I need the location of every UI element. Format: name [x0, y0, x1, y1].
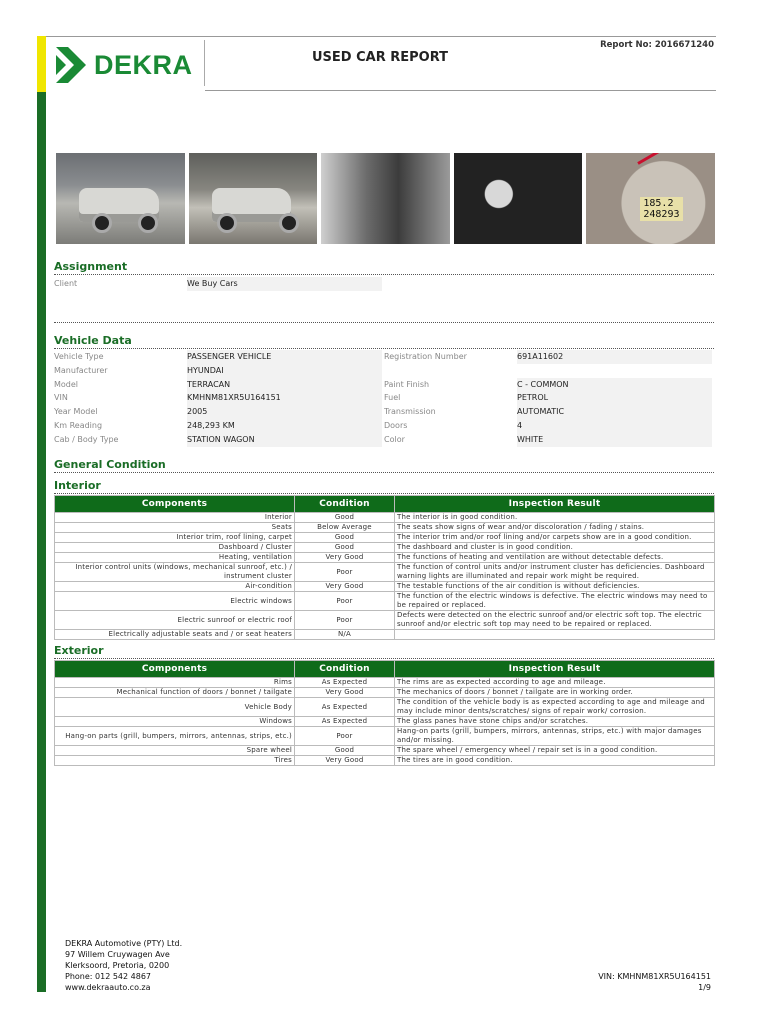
field-value: STATION WAGON: [187, 433, 382, 447]
vehicle-data-row: [54, 391, 714, 405]
client-row: [54, 277, 714, 291]
field-value: PETROL: [517, 391, 712, 405]
table-row: [55, 717, 715, 727]
section-divider: [54, 274, 714, 275]
page-title: USED CAR REPORT: [312, 50, 449, 65]
field-value: 248,293 KM: [187, 419, 382, 433]
section-divider: [54, 348, 714, 349]
website-link[interactable]: www.dekraauto.co.za: [65, 983, 151, 992]
logo-text: DEKRA: [94, 49, 193, 80]
condition-cell: As Expected: [295, 678, 395, 688]
component-cell: Tires: [55, 756, 295, 766]
condition-cell: As Expected: [295, 717, 395, 727]
field-label: Color: [384, 434, 405, 444]
exterior-table: [54, 660, 715, 766]
table-row: [55, 563, 715, 582]
result-cell: The interior is in good condition.: [395, 513, 715, 523]
condition-cell: Very Good: [295, 582, 395, 592]
condition-cell: Good: [295, 543, 395, 553]
assignment-section: [54, 260, 714, 323]
table-row: [55, 756, 715, 766]
component-cell: Electric windows: [55, 592, 295, 611]
section-divider: [54, 322, 714, 323]
field-label: Doors: [384, 420, 408, 430]
interior-seats-photo[interactable]: [321, 153, 450, 244]
component-cell: Interior control units (windows, mechanical sunroof, etc.) / instrument cluster: [55, 563, 295, 582]
field-label: Cab / Body Type: [54, 434, 119, 444]
result-header: Inspection Result: [395, 661, 715, 678]
field-value: TERRACAN: [187, 378, 382, 392]
table-row: [55, 533, 715, 543]
result-header: Inspection Result: [395, 496, 715, 513]
component-cell: Seats: [55, 523, 295, 533]
result-cell: The glass panes have stone chips and/or scratches.: [395, 717, 715, 727]
client-value: We Buy Cars: [187, 277, 382, 291]
condition-cell: Poor: [295, 727, 395, 746]
component-cell: Hang-on parts (grill, bumpers, mirrors, antennas, strips, etc.): [55, 727, 295, 746]
components-header: Components: [55, 661, 295, 678]
condition-cell: Poor: [295, 592, 395, 611]
table-row: [55, 582, 715, 592]
footer-meta: [598, 971, 711, 993]
result-cell: The functions of heating and ventilation are without detectable defects.: [395, 553, 715, 563]
condition-cell: Very Good: [295, 756, 395, 766]
condition-cell: Good: [295, 513, 395, 523]
result-cell: The condition of the vehicle body is as expected according to age and mileage and may include minor dents/scratches/ signs of repair work/ corrosion.: [395, 698, 715, 717]
field-label: [382, 364, 517, 378]
component-cell: Air-condition: [55, 582, 295, 592]
vehicle-data-row: [54, 378, 714, 392]
result-cell: The interior trim and/or roof lining and/or carpets show are in a good condition.: [395, 533, 715, 543]
client-label: Client: [54, 279, 78, 288]
vehicle-data-section: [54, 334, 714, 447]
condition-cell: N/A: [295, 630, 395, 640]
result-cell: Hang-on parts (grill, bumpers, mirrors, antennas, strips, etc.) with major damages and/or missing.: [395, 727, 715, 746]
logo-divider: [204, 40, 205, 86]
exterior-heading: Exterior: [54, 644, 104, 657]
component-cell: Mechanical function of doors / bonnet / tailgate: [55, 688, 295, 698]
address-line: Klerksoord, Pretoria, 0200: [65, 961, 170, 970]
assignment-heading: Assignment: [54, 260, 128, 273]
field-label: Manufacturer: [54, 365, 108, 375]
result-cell: The spare wheel / emergency wheel / repair set is in a good condition.: [395, 746, 715, 756]
brand-side-bar: [37, 92, 46, 992]
table-row: [55, 630, 715, 640]
result-cell: The seats show signs of wear and/or discoloration / fading / stains.: [395, 523, 715, 533]
report-number: Report No: 2016671240: [600, 40, 714, 50]
component-cell: Windows: [55, 717, 295, 727]
condition-header: Condition: [295, 496, 395, 513]
component-cell: Vehicle Body: [55, 698, 295, 717]
component-cell: Heating, ventilation: [55, 553, 295, 563]
phone-number: Phone: 012 542 4867: [65, 972, 152, 981]
field-value: 2005: [187, 405, 382, 419]
component-cell: Interior: [55, 513, 295, 523]
component-cell: Electric sunroof or electric roof: [55, 611, 295, 630]
condition-cell: Below Average: [295, 523, 395, 533]
result-cell: Defects were detected on the electric sunroof and/or electric soft top. The electric sunroof and/or electric soft top may need to be repaired or replaced.: [395, 611, 715, 630]
condition-cell: Good: [295, 533, 395, 543]
field-label: Fuel: [384, 393, 401, 403]
result-cell: The testable functions of the air condition is without deficiencies.: [395, 582, 715, 592]
field-label: Km Reading: [54, 420, 103, 430]
field-label: Paint Finish: [384, 379, 430, 389]
table-row: [55, 678, 715, 688]
wheel-shape: [217, 213, 237, 233]
header-divider: [205, 90, 716, 91]
table-row: [55, 523, 715, 533]
odometer-display: [640, 197, 682, 221]
result-cell: The tires are in good condition.: [395, 756, 715, 766]
field-label: Year Model: [54, 407, 98, 417]
speed-readout: 185.2: [643, 197, 674, 209]
components-header: Components: [55, 496, 295, 513]
wheel-shape: [138, 213, 158, 233]
result-cell: The dashboard and cluster is in good condition.: [395, 543, 715, 553]
dekra-logo-icon: [56, 47, 86, 83]
section-divider: [54, 472, 714, 473]
field-value: AUTOMATIC: [517, 405, 712, 419]
table-row: [55, 543, 715, 553]
table-row: [55, 746, 715, 756]
vehicle-data-row: [54, 405, 714, 419]
table-row: [55, 592, 715, 611]
result-cell: The mechanics of doors / bonnet / tailgate are in working order.: [395, 688, 715, 698]
condition-cell: Very Good: [295, 553, 395, 563]
field-label: Transmission: [384, 407, 436, 417]
table-header-row: [55, 496, 715, 513]
dekra-logo: [56, 44, 206, 86]
exterior-section: [54, 644, 714, 766]
condition-cell: Poor: [295, 611, 395, 630]
wheel-shape: [279, 213, 299, 233]
condition-cell: Very Good: [295, 688, 395, 698]
table-header-row: [55, 661, 715, 678]
speedometer-needle: [637, 153, 683, 165]
page-number: 1/9: [698, 983, 711, 992]
interior-table: [54, 495, 715, 640]
vehicle-photo-strip: [56, 153, 715, 244]
company-address: [65, 938, 182, 993]
component-cell: Interior trim, roof lining, carpet: [55, 533, 295, 543]
brand-accent-bar: [37, 36, 46, 92]
result-cell: The function of the electric windows is defective. The electric windows may need to be repaired or replaced.: [395, 592, 715, 611]
field-value: C - COMMON: [517, 378, 712, 392]
section-divider: [54, 493, 714, 494]
result-cell: The rims are as expected according to age and mileage.: [395, 678, 715, 688]
address-line: 97 Willem Cruywagen Ave: [65, 950, 170, 959]
odometer-photo[interactable]: [586, 153, 715, 244]
field-label: Model: [54, 379, 79, 389]
field-value: HYUNDAI: [187, 364, 382, 378]
table-row: [55, 611, 715, 630]
interior-section: [54, 479, 714, 640]
condition-cell: Good: [295, 746, 395, 756]
component-cell: Rims: [55, 678, 295, 688]
field-value: [517, 364, 712, 378]
table-row: [55, 688, 715, 698]
table-row: [55, 553, 715, 563]
condition-cell: As Expected: [295, 698, 395, 717]
table-row: [55, 513, 715, 523]
general-condition-heading: General Condition: [54, 458, 166, 471]
footer-vin: VIN: KMHNM81XR5U164151: [598, 972, 711, 981]
vehicle-data-row: [54, 350, 714, 364]
vehicle-data-row: [54, 364, 714, 378]
field-value: 4: [517, 419, 712, 433]
component-cell: Spare wheel: [55, 746, 295, 756]
top-divider: [46, 36, 716, 37]
vehicle-data-grid: [54, 350, 714, 447]
dashboard-cluster-photo[interactable]: [454, 153, 583, 244]
vehicle-data-heading: Vehicle Data: [54, 334, 132, 347]
component-cell: Dashboard / Cluster: [55, 543, 295, 553]
wheel-shape: [92, 213, 112, 233]
company-name: DEKRA Automotive (PTY) Ltd.: [65, 939, 183, 948]
field-value: KMHNM81XR5U164151: [187, 391, 382, 405]
field-label: Vehicle Type: [54, 352, 104, 361]
component-cell: Electrically adjustable seats and / or seat heaters: [55, 630, 295, 640]
field-label: Registration Number: [384, 352, 467, 361]
condition-cell: Poor: [295, 563, 395, 582]
field-label: VIN: [54, 393, 68, 403]
interior-heading: Interior: [54, 479, 101, 492]
vehicle-data-row: [54, 419, 714, 433]
vehicle-data-row: [54, 433, 714, 447]
odometer-readout: 248293: [643, 208, 680, 220]
table-row: [55, 698, 715, 717]
result-cell: [395, 630, 715, 640]
general-condition-section: [54, 458, 714, 473]
exterior-rear-photo[interactable]: [189, 153, 318, 244]
field-value: 691A11602: [517, 350, 712, 364]
section-divider: [54, 658, 714, 659]
condition-header: Condition: [295, 661, 395, 678]
result-cell: The function of control units and/or instrument cluster has deficiencies. Dashboard warning lights are illuminated and repair work might be required.: [395, 563, 715, 582]
field-value: PASSENGER VEHICLE: [187, 350, 382, 364]
exterior-front-photo[interactable]: [56, 153, 185, 244]
field-value: WHITE: [517, 433, 712, 447]
table-row: [55, 727, 715, 746]
